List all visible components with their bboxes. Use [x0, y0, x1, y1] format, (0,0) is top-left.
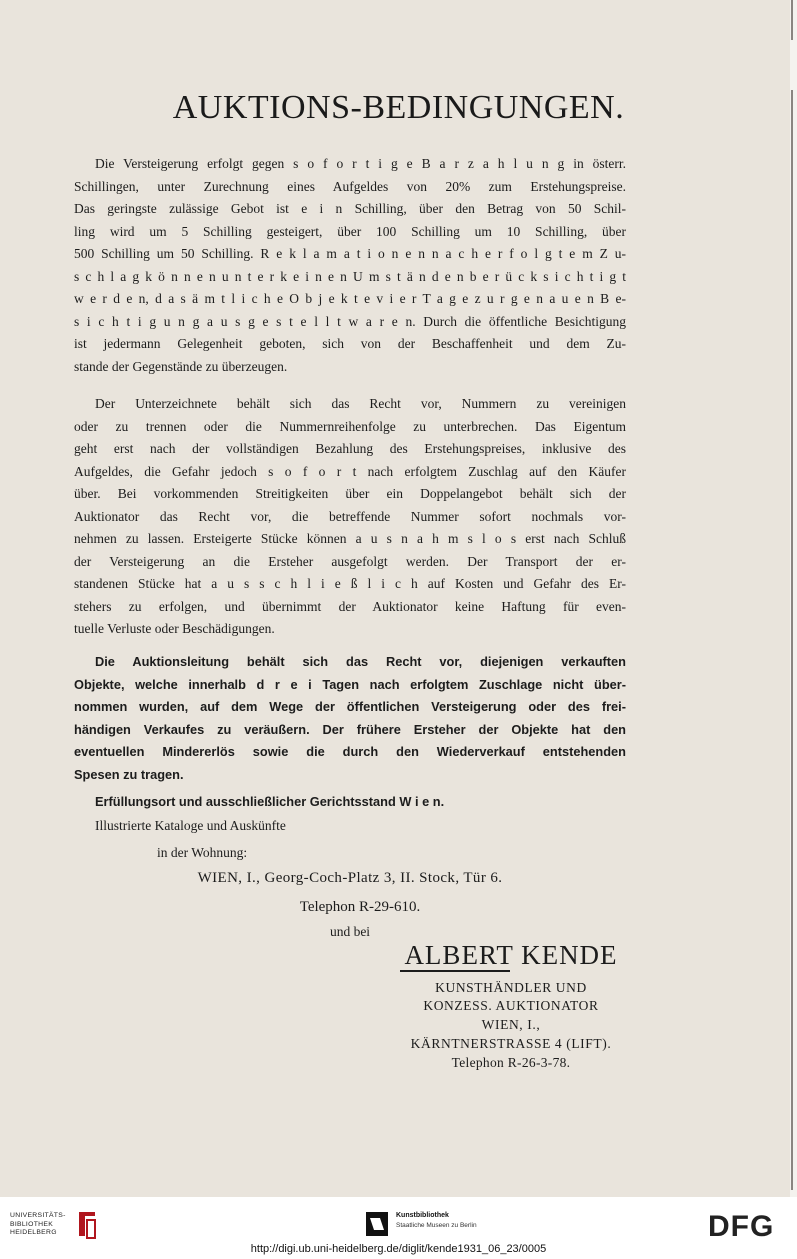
text-line: nommen wurden, auf dem Wege der öffentlichen Versteigerung oder des frei- [74, 699, 626, 714]
office-address: WIEN, I., Georg-Coch-Platz 3, II. Stock, Tür 6. [197, 870, 503, 886]
text-line: Auktionator das Recht vor, die betreffende Nummer sofort nochmals vor- [74, 508, 626, 524]
page-title: AUKTIONS-BEDINGUNGEN. [172, 89, 625, 126]
text-line: 500 Schilling um 50 Schilling. R e k l a m a t i o n e n n a c h e r f o l g t e m Z u- [74, 246, 626, 261]
page-edge-line [791, 90, 793, 1190]
text-line: ist jedermann Gelegenheit geboten, sich von der Beschaffenheit und dem Zu- [74, 336, 626, 351]
text-line: stande der Gegenstände zu überzeugen. [74, 358, 288, 374]
text-line: standenen Stücke hat a u s s c h l i e ß l i c h auf Kosten und Gefahr des Er- [74, 576, 626, 591]
kunstbibliothek-name: Kunstbibliothek [396, 1212, 449, 1219]
text-line: geht erst nach der vollständigen Bezahlung des Erstehungspreises, inklusive des [74, 441, 626, 456]
dealer-line-2: KONZESS. AUKTIONATOR [423, 998, 599, 1013]
text-line: Objekte, welche innerhalb d r e i Tagen nach erfolgtem Zuschlage nicht über- [74, 676, 626, 692]
source-url-link[interactable]: http://digi.ub.uni-heidelberg.de/diglit/kende1931_06_23/0005 [250, 1243, 547, 1255]
text-line: über. Bei vorkommenden Streitigkeiten über ein Doppelangebot behält sich der [74, 486, 626, 501]
text-line: eventuellen Mindererlös sowie die durch den Wiederverkauf entstehenden [74, 744, 626, 759]
text-line: Der Unterzeichnete behält sich das Recht vor, Nummern zu vereinigen [95, 396, 626, 411]
dfg-logo: DFG [708, 1210, 775, 1243]
kunstbibliothek-subtitle: Staatliche Museen zu Berlin [396, 1222, 477, 1229]
text-line: Die Auktionsleitung behält sich das Recht vor, diejenigen verkauften [95, 654, 626, 669]
jurisdiction-line: Erfüllungsort und ausschließlicher Gerichtsstand W i e n. [95, 794, 445, 809]
text-line: s c h l a g k ö n n e n u n t e r k e i n e n U m s t ä n d e n b e r ü c k s i c h t i g t [74, 268, 626, 284]
page-edge-line [791, 0, 793, 40]
text-line: Aufgeldes, die Gefahr jedoch s o f o r t nach erfolgtem Zuschlag auf den Käufer [74, 463, 626, 479]
paragraph-resale-terms [74, 651, 626, 786]
university-seal-icon [76, 1210, 98, 1240]
residence-line: in der Wohnung: [157, 845, 248, 860]
text-line: Die Versteigerung erfolgt gegen s o f o r t i g e B a r z a h l u n g in österr. [95, 156, 626, 171]
text-line: Das geringste zulässige Gebot ist e i n Schilling, über den Betrag von 50 Schil- [74, 201, 626, 216]
text-line: oder zu trennen oder die Nummernreihenfolge zu unterbrechen. Das Eigentum [74, 418, 626, 434]
catalogue-line: Illustrierte Kataloge und Auskünfte [95, 818, 286, 833]
text-line: Schillingen, unter Zurechnung eines Aufgeldes von 20% zum Erstehungspreise. [74, 178, 626, 194]
text-line: Spesen zu tragen. [74, 766, 184, 782]
paragraph-payment-terms [74, 153, 626, 378]
text-line: nehmen zu lassen. Ersteigerte Stücke können a u s n a h m s l o s erst nach Schluß [74, 531, 626, 546]
dealer-line-3: WIEN, I., [481, 1017, 541, 1032]
and-at-line: und bei [329, 924, 371, 939]
text-line: der Versteigerung an die Ersteher ausgefolgt werden. Der Transport der er- [74, 553, 626, 569]
text-line: tuelle Verluste oder Beschädigungen. [74, 621, 275, 636]
text-line: händigen Verkaufes zu veräußern. Der frühere Ersteher der Objekte hat den [74, 721, 626, 737]
dealer-name-underline [400, 970, 510, 972]
text-line: w e r d e n, d a s ä m t l i c h e O b j e k t e v i e r T a g e z u r g e n a u e n B e- [74, 291, 626, 306]
dealer-telephone: Telephon R-26-3-78. [451, 1055, 571, 1070]
text-line: ling wird um 5 Schilling gesteigert, über 100 Schilling um 10 Schilling, über [74, 223, 626, 239]
university-library-logo-text: UNIVERSITÄTS- BIBLIOTHEK HEIDELBERG [10, 1212, 66, 1237]
paragraph-ownership-terms [74, 393, 626, 641]
kunstbibliothek-logo-icon [366, 1212, 388, 1236]
office-telephone: Telephon R-29-610. [299, 899, 421, 915]
text-line: s i c h t i g u n g a u s g e s t e l l t w a r e n. Durch die öffentliche Besichtigung [74, 313, 626, 329]
dealer-line-4: KÄRNTNERSTRASSE 4 (LIFT). [410, 1036, 612, 1051]
dealer-name: ALBERT KENDE [404, 940, 618, 970]
dealer-line-1: KUNSTHÄNDLER UND [435, 980, 587, 995]
text-line: stehers zu erfolgen, und übernimmt der Auktionator keine Haftung für even- [74, 598, 626, 614]
